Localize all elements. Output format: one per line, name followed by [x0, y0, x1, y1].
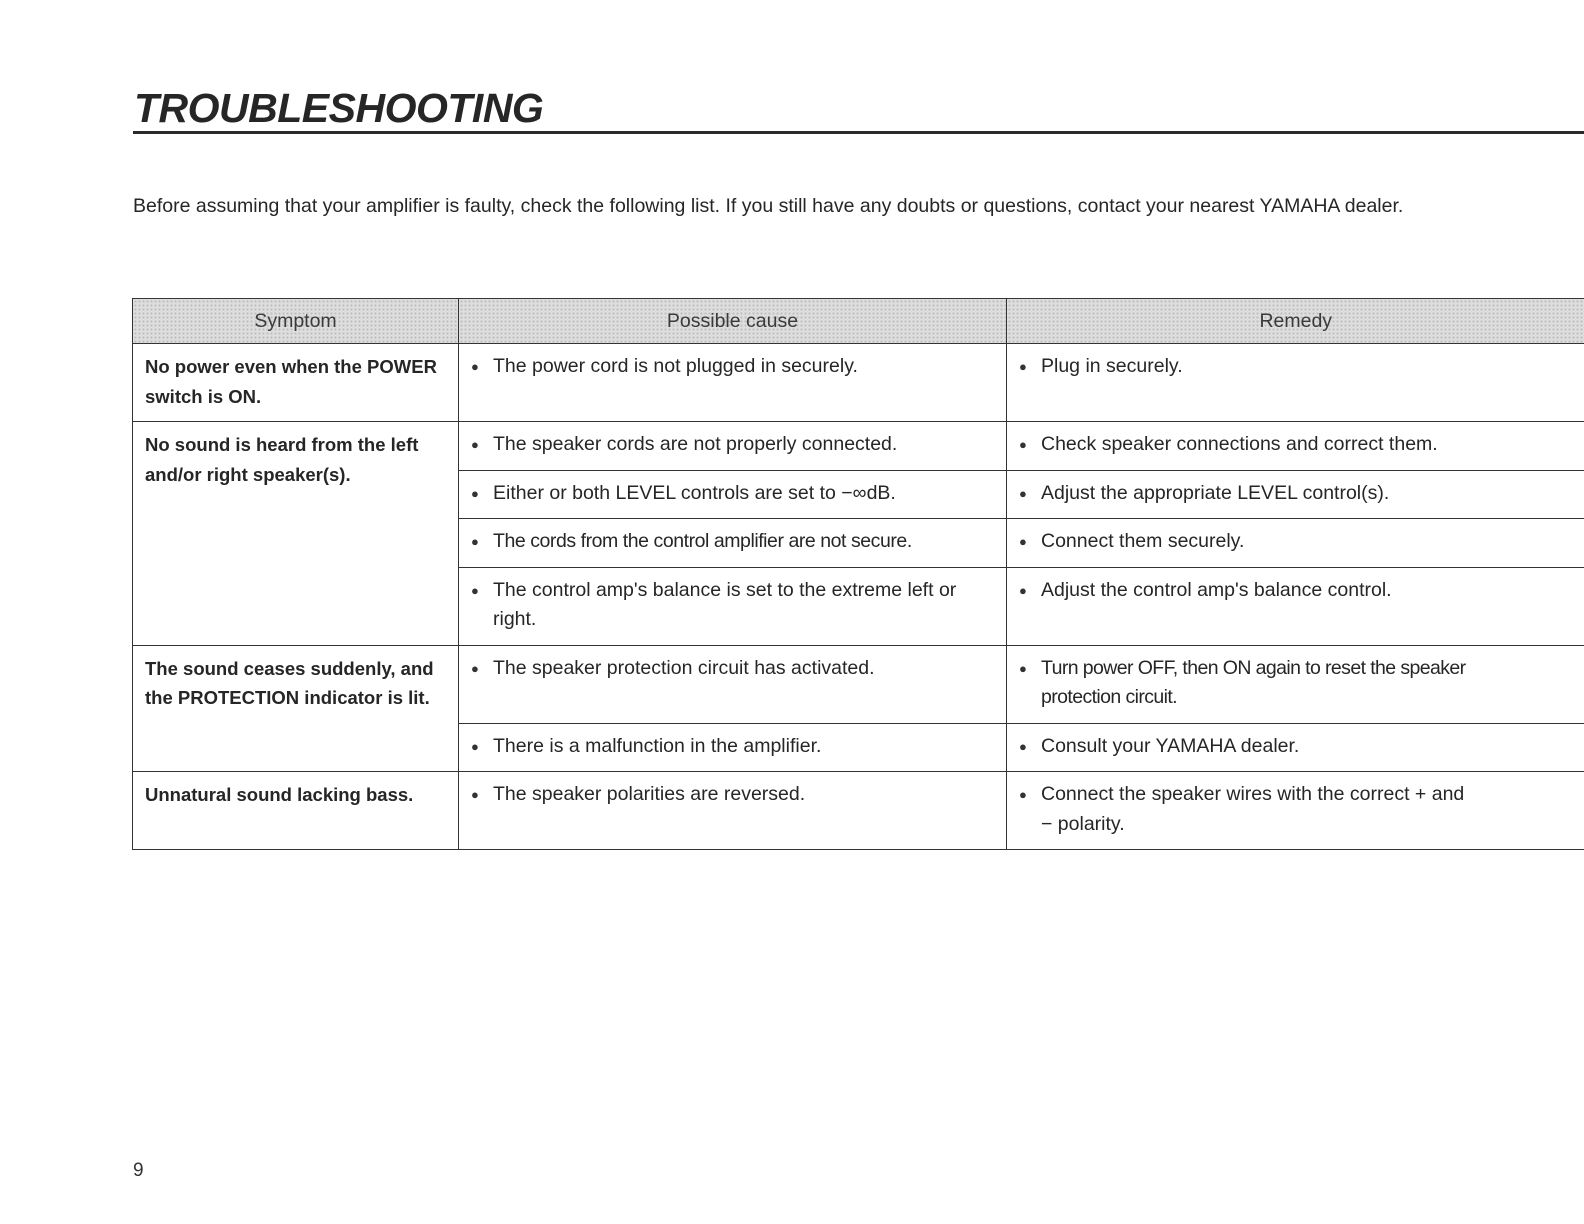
intro-text: Before assuming that your amplifier is faulty, check the following list. If you still have any doubts or questions, contact your nearest YAMAHA dealer. — [133, 195, 1404, 217]
remedy-text: Connect them securely. — [1041, 530, 1245, 552]
table-row — [133, 645, 1584, 723]
bullet-icon: ● — [1019, 582, 1027, 598]
page-number: 9 — [133, 1160, 144, 1181]
table-header-row — [133, 299, 1584, 344]
cause-cell — [459, 772, 1007, 850]
table-row — [133, 344, 1584, 422]
bullet-icon: ● — [471, 660, 479, 676]
cause-cell — [459, 422, 1007, 471]
remedy-cell — [1007, 344, 1584, 422]
cause-text: The cords from the control amplifier are not secure. — [493, 530, 912, 552]
bullet-icon: ● — [471, 582, 479, 598]
cause-text: The speaker polarities are reversed. — [493, 783, 806, 805]
bullet-icon: ● — [1019, 738, 1027, 754]
cause-cell — [459, 344, 1007, 422]
header-possible-cause: Possible cause — [459, 299, 1007, 344]
remedy-cell — [1007, 772, 1584, 850]
remedy-text: Consult your YAMAHA dealer. — [1041, 734, 1300, 757]
cause-text: The power cord is not plugged in securely. — [493, 355, 858, 377]
bullet-icon: ● — [1019, 787, 1027, 802]
cause-text: The speaker protection circuit has activated. — [493, 656, 875, 679]
cause-cell — [459, 519, 1007, 568]
bullet-icon: ● — [1019, 660, 1027, 676]
remedy-cell — [1007, 519, 1584, 568]
bullet-icon: ● — [1019, 485, 1027, 501]
symptom-cell: No sound is heard from the left and/or right speaker(s). — [133, 422, 459, 646]
remedy-cell — [1007, 645, 1584, 723]
title-rule — [133, 131, 1584, 134]
header-remedy: Remedy — [1007, 299, 1584, 344]
table-row — [133, 772, 1584, 850]
bullet-icon: ● — [1019, 534, 1027, 549]
remedy-text: Plug in securely. — [1041, 355, 1183, 377]
cause-text: There is a malfunction in the amplifier. — [493, 734, 822, 757]
bullet-icon: ● — [1019, 359, 1027, 374]
bullet-icon: ● — [471, 738, 479, 754]
remedy-cell — [1007, 567, 1584, 645]
remedy-cell — [1007, 422, 1584, 471]
symptom-cell: The sound ceases suddenly, and the PROTECTION indicator is lit. — [133, 645, 459, 772]
remedy-text: Turn power OFF, then ON again to reset the speaker protection circuit. — [1041, 656, 1466, 708]
remedy-text: Adjust the control amp's balance control. — [1041, 578, 1392, 601]
symptom-cell: Unnatural sound lacking bass. — [133, 772, 459, 850]
cause-text: The speaker cords are not properly connected. — [493, 433, 898, 455]
bullet-icon: ● — [471, 359, 479, 374]
bullet-icon: ● — [1019, 437, 1027, 452]
header-symptom: Symptom — [133, 299, 459, 344]
bullet-icon: ● — [471, 787, 479, 802]
bullet-icon: ● — [471, 437, 479, 452]
cause-cell — [459, 723, 1007, 772]
cause-cell — [459, 470, 1007, 519]
page-title: TROUBLESHOOTING — [134, 85, 544, 131]
remedy-cell — [1007, 723, 1584, 772]
bullet-icon: ● — [471, 534, 479, 549]
bullet-icon: ● — [471, 485, 479, 501]
table-row — [133, 422, 1584, 471]
cause-text: The control amp's balance is set to the extreme left or right. — [493, 578, 957, 630]
cause-text: Either or both LEVEL controls are set to −∞dB. — [493, 481, 896, 504]
remedy-cell — [1007, 470, 1584, 519]
troubleshooting-table — [132, 298, 1584, 850]
remedy-text: Check speaker connections and correct them. — [1041, 433, 1438, 455]
cause-cell — [459, 567, 1007, 645]
cause-cell — [459, 645, 1007, 723]
remedy-text: Connect the speaker wires with the correct + and − polarity. — [1041, 783, 1465, 835]
symptom-cell: No power even when the POWER switch is ON. — [133, 344, 459, 422]
remedy-text: Adjust the appropriate LEVEL control(s). — [1041, 481, 1390, 504]
